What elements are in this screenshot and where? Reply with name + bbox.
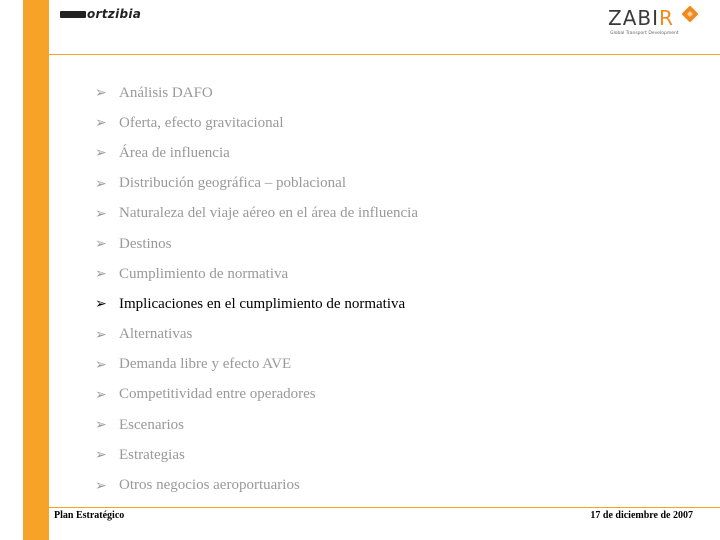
agenda-list (95, 78, 418, 501)
arrow-bullet-icon: ➢ (95, 205, 107, 222)
agenda-item-label: Alternativas (119, 326, 193, 343)
agenda-item (95, 320, 418, 350)
agenda-item (95, 440, 418, 470)
arrow-bullet-icon: ➢ (95, 477, 107, 494)
arrow-bullet-icon: ➢ (95, 175, 107, 192)
agenda-item-label: Demanda libre y efecto AVE (119, 356, 292, 373)
arrow-bullet-icon: ➢ (95, 296, 107, 313)
ortzibia-logo-text: ortzibia (87, 7, 142, 21)
arrow-bullet-icon: ➢ (95, 236, 107, 253)
arrow-bullet-icon: ➢ (95, 386, 107, 403)
agenda-item-label: Naturaleza del viaje aéreo en el área de influencia (119, 205, 418, 222)
agenda-item-active (95, 289, 418, 319)
agenda-item (95, 229, 418, 259)
arrow-bullet-icon: ➢ (95, 447, 107, 464)
agenda-item-label: Competitividad entre operadores (119, 386, 316, 403)
ortzibia-logo-mark-icon (60, 11, 86, 18)
arrow-bullet-icon: ➢ (95, 417, 107, 434)
footer-divider (49, 507, 720, 508)
agenda-item (95, 380, 418, 410)
agenda-item (95, 199, 418, 229)
agenda-item-label: Análisis DAFO (119, 84, 213, 101)
header-divider (49, 54, 720, 55)
ortzibia-logo (60, 6, 141, 22)
zabir-logo-tagline: Global Transport Development (610, 31, 679, 36)
arrow-bullet-icon: ➢ (95, 85, 107, 102)
left-accent-bar (23, 0, 49, 540)
zabir-logo-emblem-icon (682, 6, 698, 22)
zabir-logo (608, 6, 712, 38)
agenda-item (95, 410, 418, 440)
agenda-item (95, 350, 418, 380)
agenda-item-label: Escenarios (119, 416, 184, 433)
footer-document-title: Plan Estratégico (54, 510, 125, 521)
agenda-item-label: Cumplimiento de normativa (119, 265, 289, 282)
agenda-item-label: Área de influencia (119, 144, 230, 161)
agenda-item (95, 108, 418, 138)
agenda-item (95, 78, 418, 108)
agenda-item (95, 169, 418, 199)
agenda-item-label: Distribución geográfica – poblacional (119, 175, 347, 192)
agenda-item-label: Estrategias (119, 446, 185, 463)
arrow-bullet-icon: ➢ (95, 326, 107, 343)
arrow-bullet-icon: ➢ (95, 145, 107, 162)
agenda-item-label: Oferta, efecto gravitacional (119, 114, 284, 131)
zabir-logo-text: ZABIR (608, 6, 674, 30)
footer-date: 17 de diciembre de 2007 (590, 510, 693, 521)
agenda-item-label: Otros negocios aeroportuarios (119, 477, 300, 494)
arrow-bullet-icon: ➢ (95, 356, 107, 373)
arrow-bullet-icon: ➢ (95, 115, 107, 132)
agenda-item (95, 138, 418, 168)
arrow-bullet-icon: ➢ (95, 266, 107, 283)
agenda-item (95, 259, 418, 289)
agenda-item (95, 470, 418, 500)
agenda-item-label: Implicaciones en el cumplimiento de normativa (119, 295, 406, 312)
agenda-item-label: Destinos (119, 235, 172, 252)
